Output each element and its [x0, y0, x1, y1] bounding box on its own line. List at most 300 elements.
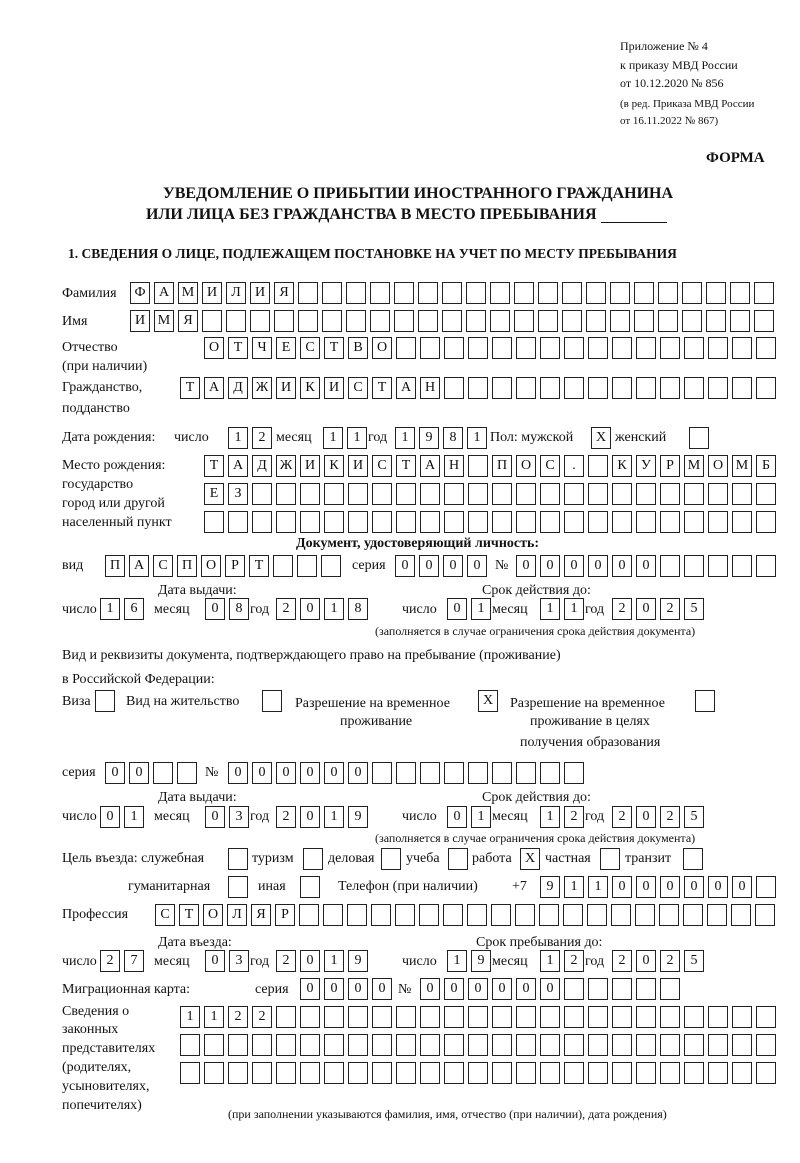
char-cell[interactable]: О	[204, 337, 224, 359]
char-cell[interactable]	[588, 1034, 608, 1056]
char-cell[interactable]	[636, 337, 656, 359]
char-cell[interactable]: 3	[229, 806, 249, 828]
char-cell[interactable]: О	[203, 904, 223, 926]
char-cell[interactable]: 0	[636, 950, 656, 972]
char-cell[interactable]: У	[636, 455, 656, 477]
char-cell[interactable]	[298, 282, 318, 304]
char-cell[interactable]	[396, 1034, 416, 1056]
field-entry-day[interactable]	[100, 950, 144, 972]
char-cell[interactable]: О	[201, 555, 221, 577]
field-p-study[interactable]	[448, 848, 468, 870]
char-cell[interactable]	[467, 904, 487, 926]
field-doc-issue-day[interactable]	[100, 598, 144, 620]
char-cell[interactable]	[612, 1062, 632, 1084]
field-profession[interactable]	[155, 904, 775, 926]
char-cell[interactable]	[516, 762, 536, 784]
char-cell[interactable]	[588, 455, 608, 477]
char-cell[interactable]: 1	[467, 427, 487, 449]
char-cell[interactable]	[635, 904, 655, 926]
checkbox[interactable]	[381, 848, 401, 870]
char-cell[interactable]: 0	[105, 762, 125, 784]
char-cell[interactable]: 1	[395, 427, 415, 449]
char-cell[interactable]	[300, 1034, 320, 1056]
char-cell[interactable]	[372, 511, 392, 533]
char-cell[interactable]	[348, 1034, 368, 1056]
char-cell[interactable]	[468, 455, 488, 477]
field-doc-number[interactable]	[516, 555, 776, 577]
checkbox[interactable]	[683, 848, 703, 870]
char-cell[interactable]: 0	[516, 555, 536, 577]
char-cell[interactable]	[684, 1034, 704, 1056]
char-cell[interactable]: 0	[300, 598, 320, 620]
char-cell[interactable]	[636, 978, 656, 1000]
char-cell[interactable]: 9	[471, 950, 491, 972]
field-birthplace-3[interactable]	[204, 511, 776, 533]
char-cell[interactable]	[540, 1062, 560, 1084]
char-cell[interactable]	[708, 1034, 728, 1056]
char-cell[interactable]	[418, 282, 438, 304]
char-cell[interactable]: 0	[300, 978, 320, 1000]
char-cell[interactable]	[708, 1006, 728, 1028]
char-cell[interactable]	[394, 282, 414, 304]
char-cell[interactable]: 0	[492, 978, 512, 1000]
char-cell[interactable]	[658, 282, 678, 304]
char-cell[interactable]	[153, 762, 173, 784]
char-cell[interactable]	[756, 511, 776, 533]
field-right-valid-day[interactable]	[447, 806, 491, 828]
char-cell[interactable]: 0	[324, 762, 344, 784]
char-cell[interactable]	[636, 1062, 656, 1084]
char-cell[interactable]	[516, 483, 536, 505]
char-cell[interactable]	[636, 483, 656, 505]
char-cell[interactable]: И	[202, 282, 222, 304]
char-cell[interactable]	[732, 555, 752, 577]
char-cell[interactable]	[468, 511, 488, 533]
char-cell[interactable]: 0	[205, 598, 225, 620]
char-cell[interactable]: 0	[443, 555, 463, 577]
char-cell[interactable]: 2	[252, 427, 272, 449]
char-cell[interactable]: 0	[420, 978, 440, 1000]
char-cell[interactable]: 5	[684, 598, 704, 620]
char-cell[interactable]: И	[300, 455, 320, 477]
char-cell[interactable]: 1	[323, 427, 343, 449]
char-cell[interactable]: А	[129, 555, 149, 577]
char-cell[interactable]	[708, 555, 728, 577]
char-cell[interactable]	[684, 511, 704, 533]
char-cell[interactable]	[444, 1062, 464, 1084]
char-cell[interactable]	[588, 978, 608, 1000]
char-cell[interactable]: В	[348, 337, 368, 359]
char-cell[interactable]	[564, 483, 584, 505]
char-cell[interactable]	[660, 1062, 680, 1084]
char-cell[interactable]	[660, 377, 680, 399]
char-cell[interactable]: А	[420, 455, 440, 477]
char-cell[interactable]	[372, 1034, 392, 1056]
char-cell[interactable]: 0	[540, 555, 560, 577]
char-cell[interactable]	[252, 511, 272, 533]
char-cell[interactable]	[516, 337, 536, 359]
char-cell[interactable]: К	[300, 377, 320, 399]
char-cell[interactable]	[516, 511, 536, 533]
char-cell[interactable]	[658, 310, 678, 332]
char-cell[interactable]	[564, 1006, 584, 1028]
char-cell[interactable]	[466, 282, 486, 304]
char-cell[interactable]	[444, 483, 464, 505]
char-cell[interactable]	[564, 978, 584, 1000]
char-cell[interactable]	[444, 377, 464, 399]
checkbox[interactable]	[262, 690, 282, 712]
char-cell[interactable]	[708, 511, 728, 533]
char-cell[interactable]	[516, 1062, 536, 1084]
char-cell[interactable]	[660, 337, 680, 359]
field-p-private[interactable]	[600, 848, 620, 870]
char-cell[interactable]	[444, 762, 464, 784]
field-phone[interactable]	[540, 876, 776, 898]
char-cell[interactable]: 1	[100, 598, 120, 620]
field-reps-2[interactable]	[180, 1034, 776, 1056]
field-stay-month[interactable]	[540, 950, 584, 972]
char-cell[interactable]	[586, 282, 606, 304]
char-cell[interactable]	[516, 1006, 536, 1028]
char-cell[interactable]: И	[324, 377, 344, 399]
char-cell[interactable]: Я	[251, 904, 271, 926]
char-cell[interactable]	[634, 282, 654, 304]
char-cell[interactable]	[372, 762, 392, 784]
char-cell[interactable]	[612, 483, 632, 505]
field-trpe[interactable]	[695, 690, 715, 712]
char-cell[interactable]: 0	[300, 762, 320, 784]
char-cell[interactable]	[226, 310, 246, 332]
char-cell[interactable]: 1	[124, 806, 144, 828]
char-cell[interactable]	[346, 310, 366, 332]
field-mc-series[interactable]	[300, 978, 392, 1000]
char-cell[interactable]: 0	[447, 806, 467, 828]
char-cell[interactable]	[564, 511, 584, 533]
char-cell[interactable]	[348, 1062, 368, 1084]
char-cell[interactable]: Л	[227, 904, 247, 926]
char-cell[interactable]	[634, 310, 654, 332]
char-cell[interactable]: Т	[396, 455, 416, 477]
field-residence[interactable]	[262, 690, 282, 712]
char-cell[interactable]	[612, 337, 632, 359]
char-cell[interactable]	[682, 282, 702, 304]
char-cell[interactable]	[372, 1006, 392, 1028]
char-cell[interactable]	[492, 1062, 512, 1084]
checkbox[interactable]: X	[591, 427, 611, 449]
char-cell[interactable]: 8	[348, 598, 368, 620]
char-cell[interactable]	[492, 511, 512, 533]
char-cell[interactable]	[396, 762, 416, 784]
char-cell[interactable]	[273, 555, 293, 577]
char-cell[interactable]	[420, 483, 440, 505]
char-cell[interactable]	[588, 1062, 608, 1084]
char-cell[interactable]: З	[228, 483, 248, 505]
checkbox[interactable]: X	[520, 848, 540, 870]
char-cell[interactable]: Т	[324, 337, 344, 359]
char-cell[interactable]	[588, 337, 608, 359]
char-cell[interactable]	[324, 1034, 344, 1056]
field-birth-day[interactable]	[228, 427, 272, 449]
char-cell[interactable]: П	[177, 555, 197, 577]
char-cell[interactable]	[298, 310, 318, 332]
char-cell[interactable]: 9	[348, 806, 368, 828]
char-cell[interactable]: С	[155, 904, 175, 926]
field-p-business[interactable]	[381, 848, 401, 870]
char-cell[interactable]	[300, 1006, 320, 1028]
char-cell[interactable]	[228, 511, 248, 533]
char-cell[interactable]	[660, 1006, 680, 1028]
field-citizenship[interactable]	[180, 377, 776, 399]
char-cell[interactable]	[707, 904, 727, 926]
char-cell[interactable]: М	[178, 282, 198, 304]
char-cell[interactable]	[612, 511, 632, 533]
char-cell[interactable]	[684, 337, 704, 359]
char-cell[interactable]: 8	[443, 427, 463, 449]
char-cell[interactable]	[684, 1062, 704, 1084]
char-cell[interactable]	[324, 1062, 344, 1084]
char-cell[interactable]	[322, 310, 342, 332]
char-cell[interactable]: 2	[612, 950, 632, 972]
char-cell[interactable]	[540, 1006, 560, 1028]
char-cell[interactable]	[299, 904, 319, 926]
field-p-humanitarian[interactable]	[228, 876, 248, 898]
char-cell[interactable]: 0	[372, 978, 392, 1000]
char-cell[interactable]	[324, 1006, 344, 1028]
char-cell[interactable]: 1	[471, 806, 491, 828]
char-cell[interactable]	[492, 1006, 512, 1028]
char-cell[interactable]	[636, 377, 656, 399]
char-cell[interactable]: П	[105, 555, 125, 577]
char-cell[interactable]: Д	[228, 377, 248, 399]
char-cell[interactable]	[588, 1006, 608, 1028]
field-right-number[interactable]	[228, 762, 584, 784]
char-cell[interactable]: 0	[444, 978, 464, 1000]
char-cell[interactable]: 1	[204, 1006, 224, 1028]
field-doc-valid-month[interactable]	[540, 598, 584, 620]
char-cell[interactable]	[682, 310, 702, 332]
char-cell[interactable]	[322, 282, 342, 304]
checkbox[interactable]	[448, 848, 468, 870]
char-cell[interactable]: 0	[129, 762, 149, 784]
char-cell[interactable]: 0	[612, 876, 632, 898]
char-cell[interactable]	[276, 483, 296, 505]
char-cell[interactable]: А	[154, 282, 174, 304]
char-cell[interactable]	[732, 511, 752, 533]
char-cell[interactable]	[756, 1034, 776, 1056]
char-cell[interactable]: 0	[300, 950, 320, 972]
char-cell[interactable]: Т	[249, 555, 269, 577]
char-cell[interactable]	[660, 978, 680, 1000]
char-cell[interactable]	[370, 310, 390, 332]
field-doc-valid-year[interactable]	[612, 598, 704, 620]
char-cell[interactable]: Н	[444, 455, 464, 477]
char-cell[interactable]	[394, 310, 414, 332]
char-cell[interactable]	[756, 1006, 776, 1028]
char-cell[interactable]	[492, 377, 512, 399]
char-cell[interactable]	[612, 1034, 632, 1056]
char-cell[interactable]	[515, 904, 535, 926]
char-cell[interactable]	[468, 762, 488, 784]
field-sex-male[interactable]	[591, 427, 611, 449]
char-cell[interactable]	[276, 511, 296, 533]
char-cell[interactable]: 9	[540, 876, 560, 898]
char-cell[interactable]	[684, 555, 704, 577]
char-cell[interactable]	[660, 1034, 680, 1056]
char-cell[interactable]	[708, 1062, 728, 1084]
char-cell[interactable]: Я	[274, 282, 294, 304]
char-cell[interactable]	[324, 483, 344, 505]
field-right-issue-day[interactable]	[100, 806, 144, 828]
field-p-work[interactable]	[520, 848, 540, 870]
char-cell[interactable]: 2	[612, 806, 632, 828]
char-cell[interactable]	[492, 337, 512, 359]
char-cell[interactable]: М	[684, 455, 704, 477]
char-cell[interactable]: О	[516, 455, 536, 477]
char-cell[interactable]	[611, 904, 631, 926]
field-entry-month[interactable]	[205, 950, 249, 972]
char-cell[interactable]: И	[250, 282, 270, 304]
char-cell[interactable]: 0	[324, 978, 344, 1000]
char-cell[interactable]: К	[324, 455, 344, 477]
char-cell[interactable]: .	[564, 455, 584, 477]
char-cell[interactable]	[636, 1034, 656, 1056]
char-cell[interactable]	[516, 377, 536, 399]
char-cell[interactable]	[708, 483, 728, 505]
char-cell[interactable]	[564, 762, 584, 784]
char-cell[interactable]: 0	[348, 978, 368, 1000]
char-cell[interactable]	[659, 904, 679, 926]
char-cell[interactable]	[516, 1034, 536, 1056]
char-cell[interactable]	[468, 1062, 488, 1084]
char-cell[interactable]	[420, 762, 440, 784]
char-cell[interactable]: 2	[660, 950, 680, 972]
char-cell[interactable]: 2	[228, 1006, 248, 1028]
char-cell[interactable]	[540, 511, 560, 533]
char-cell[interactable]: Д	[252, 455, 272, 477]
char-cell[interactable]: 0	[588, 555, 608, 577]
field-reps-1[interactable]	[180, 1006, 776, 1028]
char-cell[interactable]: О	[708, 455, 728, 477]
field-sex-female[interactable]	[689, 427, 709, 449]
field-reps-3[interactable]	[180, 1062, 776, 1084]
char-cell[interactable]: М	[732, 455, 752, 477]
field-name[interactable]	[130, 310, 774, 332]
char-cell[interactable]	[443, 904, 463, 926]
char-cell[interactable]	[372, 1062, 392, 1084]
char-cell[interactable]	[348, 483, 368, 505]
char-cell[interactable]	[684, 483, 704, 505]
char-cell[interactable]: С	[372, 455, 392, 477]
char-cell[interactable]: Т	[204, 455, 224, 477]
char-cell[interactable]	[348, 1006, 368, 1028]
char-cell[interactable]	[468, 1006, 488, 1028]
char-cell[interactable]	[731, 904, 751, 926]
checkbox[interactable]	[303, 848, 323, 870]
char-cell[interactable]: С	[348, 377, 368, 399]
char-cell[interactable]	[323, 904, 343, 926]
field-surname[interactable]	[130, 282, 774, 304]
char-cell[interactable]	[538, 282, 558, 304]
char-cell[interactable]: 0	[564, 555, 584, 577]
char-cell[interactable]	[684, 377, 704, 399]
char-cell[interactable]	[562, 282, 582, 304]
char-cell[interactable]: 9	[348, 950, 368, 972]
char-cell[interactable]	[732, 1006, 752, 1028]
char-cell[interactable]	[228, 1062, 248, 1084]
char-cell[interactable]	[204, 1062, 224, 1084]
char-cell[interactable]	[756, 377, 776, 399]
char-cell[interactable]	[756, 337, 776, 359]
char-cell[interactable]	[324, 511, 344, 533]
char-cell[interactable]: Е	[204, 483, 224, 505]
field-doc-valid-day[interactable]	[447, 598, 491, 620]
char-cell[interactable]	[442, 282, 462, 304]
char-cell[interactable]	[252, 1034, 272, 1056]
char-cell[interactable]	[274, 310, 294, 332]
field-entry-year[interactable]	[276, 950, 368, 972]
char-cell[interactable]	[563, 904, 583, 926]
char-cell[interactable]: 0	[205, 950, 225, 972]
char-cell[interactable]	[708, 377, 728, 399]
char-cell[interactable]: 0	[636, 806, 656, 828]
char-cell[interactable]: 2	[564, 950, 584, 972]
char-cell[interactable]: 3	[229, 950, 249, 972]
char-cell[interactable]	[708, 337, 728, 359]
char-cell[interactable]	[468, 1034, 488, 1056]
char-cell[interactable]	[540, 483, 560, 505]
char-cell[interactable]	[612, 377, 632, 399]
char-cell[interactable]	[706, 310, 726, 332]
char-cell[interactable]: 1	[324, 598, 344, 620]
char-cell[interactable]	[492, 483, 512, 505]
char-cell[interactable]	[732, 377, 752, 399]
char-cell[interactable]	[228, 1034, 248, 1056]
char-cell[interactable]	[660, 511, 680, 533]
char-cell[interactable]	[468, 337, 488, 359]
char-cell[interactable]	[538, 310, 558, 332]
char-cell[interactable]: 1	[347, 427, 367, 449]
char-cell[interactable]: Ж	[276, 455, 296, 477]
char-cell[interactable]	[540, 377, 560, 399]
char-cell[interactable]	[564, 1034, 584, 1056]
char-cell[interactable]: 0	[395, 555, 415, 577]
char-cell[interactable]: 0	[276, 762, 296, 784]
char-cell[interactable]: 1	[324, 806, 344, 828]
char-cell[interactable]: 0	[540, 978, 560, 1000]
char-cell[interactable]	[754, 310, 774, 332]
char-cell[interactable]: 8	[229, 598, 249, 620]
field-p-transit[interactable]	[683, 848, 703, 870]
char-cell[interactable]: Т	[179, 904, 199, 926]
char-cell[interactable]: А	[228, 455, 248, 477]
char-cell[interactable]	[514, 282, 534, 304]
char-cell[interactable]: Т	[228, 337, 248, 359]
char-cell[interactable]	[754, 282, 774, 304]
char-cell[interactable]	[202, 310, 222, 332]
char-cell[interactable]: 2	[660, 598, 680, 620]
char-cell[interactable]: М	[154, 310, 174, 332]
char-cell[interactable]	[396, 511, 416, 533]
char-cell[interactable]	[297, 555, 317, 577]
field-doc-issue-year[interactable]	[276, 598, 368, 620]
checkbox[interactable]	[228, 848, 248, 870]
char-cell[interactable]	[756, 483, 776, 505]
char-cell[interactable]	[420, 1006, 440, 1028]
field-right-issue-year[interactable]	[276, 806, 368, 828]
char-cell[interactable]: 5	[684, 950, 704, 972]
char-cell[interactable]	[564, 337, 584, 359]
char-cell[interactable]: 2	[276, 806, 296, 828]
